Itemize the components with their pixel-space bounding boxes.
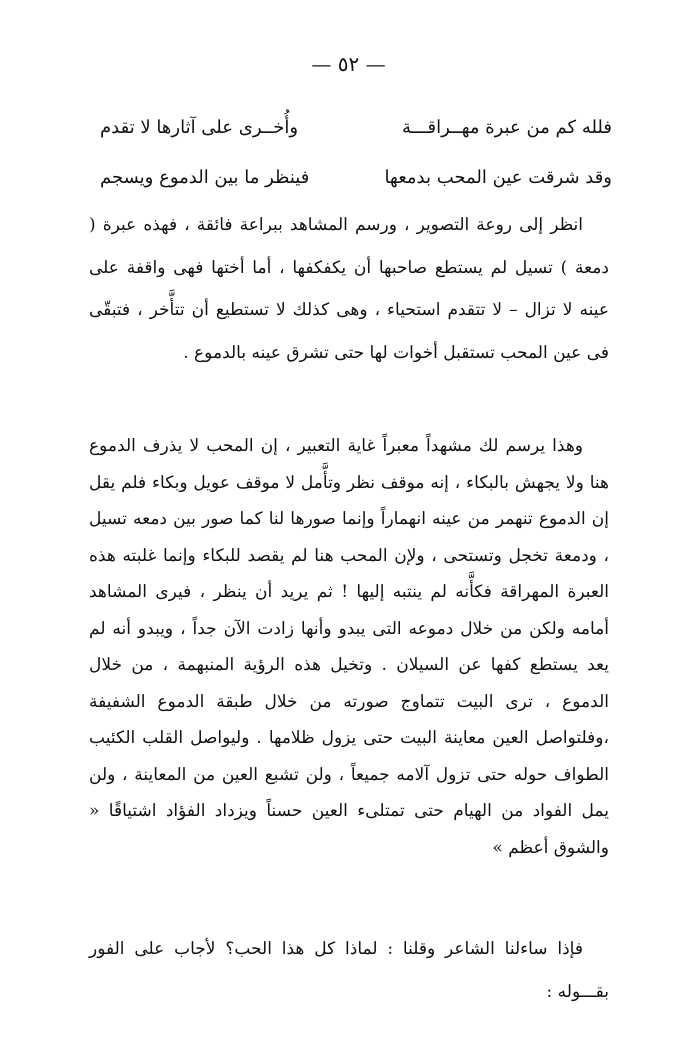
first-hemistich: وقد شرقت عين المحب بدمعها (384, 166, 612, 188)
second-hemistich: وأُخــرى على آثارها لا تقدم (100, 116, 299, 138)
commentary-paragraph: انظر إلى روعة التصوير ، ورسم المشاهد ببراعة فائقة ، فهذه عبرة ( دمعة ) تسيل لم يستطع صاحبها أن يكفكفها ، أما أختها فهى واقفة على عينه لا تزال – لا تتقدم استحياء ، وهى كذلك لا تستطيع أن تتأَّخر ، فتبقّى فى عين المحب تستقبل أخوات لها حتى تشرق عينه بالدموع . (89, 215, 609, 363)
question-paragraph: فإذا ساءلنا الشاعر وقلنا : لماذا كل هذا الحب؟ لأجاب على الفور بقـــوله : (89, 939, 609, 1002)
verse-line (100, 102, 612, 152)
poem-block (100, 102, 612, 202)
page-number: — ٥٢ — (311, 52, 386, 76)
analysis-paragraph: وهذا يرسم لك مشهداً معبراً غاية التعبير ، إن المحب لا يذرف الدموع هنا ولا يجهش بالبكاء ، إنه موقف نظر وتأَّمل لا موقف عويل وبكاء فلم يقل إن الدموع تنهمر من عينه انهماراً وإنما صورها لنا كما صور بين دمعه تسيل ، ودمعة تخجل وتستحى ، ولإن المحب هنا لم يقصد للبكاء وإنما غلبته هذه العبرة المهراقة فكأَّنه لم ينتبه إليها ! ثم يريد أن ينظر ، فيرى المشاهد أمامه ولكن من خلال دموعه التى يبدو وأنها زادت الآن جداً ، ويبدو أنه لم يعد يستطع كفها عن السيلان . وتخيل هذه الرؤية المنبهمة ، من خلال الدموع ، ترى البيت تتماوج صورته من خلال طبقة الدموع الشفيفة ،وفلتواصل العين معاينة البيت حتى يزول ظلامها . وليواصل القلب الكئيب الطواف حوله حتى تزول آلامه جميعاً ، ولن تشبع العين من المعاينة ، ولن يمل الفواد من الهيام حتى تمتلىء العين حسناً ويزداد الفؤاد اشتياقًا « والشوق أعظم » (89, 436, 609, 858)
first-hemistich: فلله كم من عبرة مهــراقـــة (402, 116, 612, 138)
second-hemistich: فينظر ما بين الدموع ويسجم (100, 166, 310, 188)
verse-line (100, 152, 612, 202)
